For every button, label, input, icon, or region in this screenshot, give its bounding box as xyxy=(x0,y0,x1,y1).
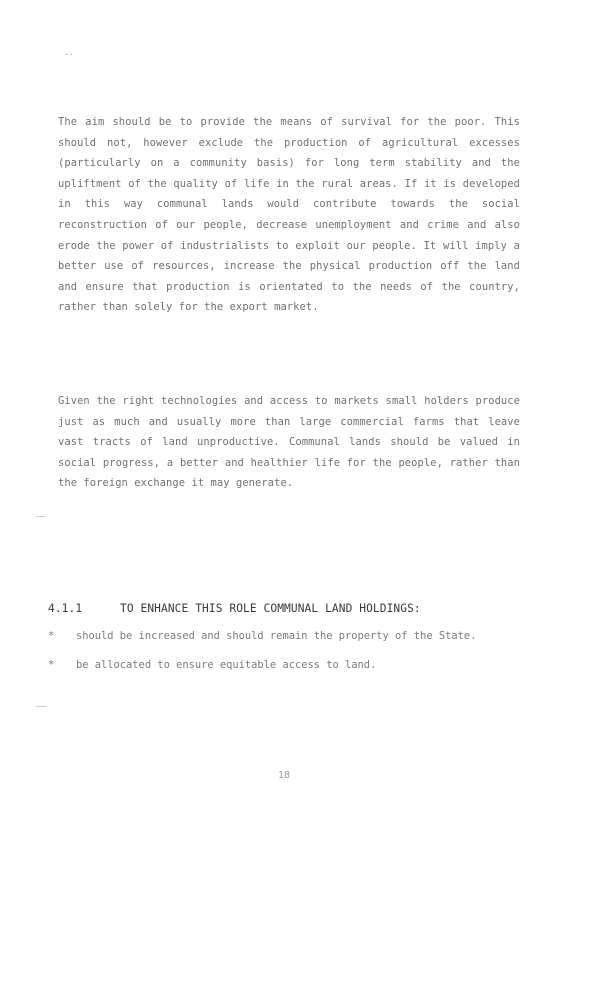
page-number: 18 xyxy=(278,770,291,781)
scan-corner-mark: .. xyxy=(64,48,74,57)
list-item xyxy=(48,626,518,647)
list-item xyxy=(48,655,518,676)
section-list xyxy=(48,626,518,675)
list-item-text: be allocated to ensure equitable access to land. xyxy=(76,658,377,671)
scan-edge-mark xyxy=(36,516,46,517)
scan-edge-mark xyxy=(36,706,46,707)
section-heading xyxy=(48,602,421,615)
paragraph-small-holders: Given the right technologies and access to markets small holders produce just as much and usually more than large commercial farms that leave vast tracts of land unproductive. Communal lands should be valued in social progress, a better and healthier life for the people, rather than the foreign exchange it may generate. xyxy=(58,395,520,490)
section-number: 4.1.1 xyxy=(48,602,83,615)
list-item-text: should be increased and should remain the property of the State. xyxy=(76,630,477,642)
section-title: TO ENHANCE THIS ROLE COMMUNAL LAND HOLDINGS: xyxy=(120,602,421,615)
list-bullet: * xyxy=(48,658,55,671)
list-bullet: * xyxy=(48,630,55,642)
paragraph-aim-communal-lands: The aim should be to provide the means of survival for the poor. This should not, however exclude the production of agricultural excesses (particularly on a community basis) for long term stability and the upliftment of the quality of life in the rural areas. If it is developed in this way communal lands would contribute towards the social reconstruction of our people, decrease unemployment and crime and also erode the power of industrialists to exploit our people. It will imply a better use of resources, increase the physical production off the land and ensure that production is orientated to the needs of the country, rather than solely for the export market. xyxy=(58,116,520,314)
